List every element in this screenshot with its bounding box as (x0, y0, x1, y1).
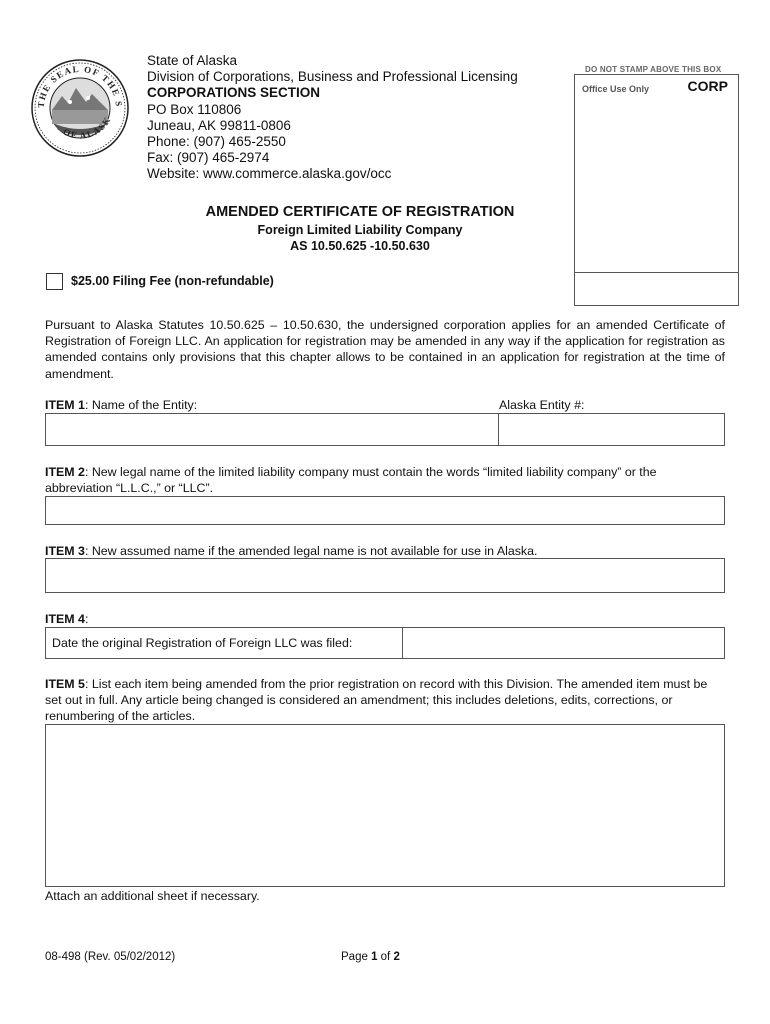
entity-number-label: Alaska Entity #: (499, 398, 585, 412)
po-box: PO Box 110806 (147, 101, 242, 117)
item2-label: ITEM 2 (45, 465, 85, 479)
fax-number: Fax: (907) 465-2974 (147, 150, 270, 166)
division-name: Division of Corporations, Business and Professional Licensing (147, 69, 518, 85)
date-filed-field[interactable] (402, 627, 725, 659)
date-filed-label-cell (45, 627, 403, 659)
do-not-stamp-note: DO NOT STAMP ABOVE THIS BOX (585, 65, 722, 74)
statute-reference: AS 10.50.625 -10.50.630 (290, 239, 430, 253)
city-state-zip: Juneau, AK 99811-0806 (147, 117, 291, 133)
page-indicator (341, 951, 400, 963)
filing-fee-checkbox[interactable] (46, 273, 63, 290)
office-use-box (574, 74, 739, 306)
item3-text-block (45, 543, 725, 559)
date-filed-label: Date the original Registration of Foreign LLC was filed: (52, 636, 353, 650)
form-subtitle: Foreign Limited Liability Company (257, 223, 463, 237)
svg-text:OF ALASKA: OF ALASK (61, 114, 113, 141)
office-use-label: Office Use Only (582, 84, 650, 94)
svg-text:THE SEAL OF THE STATE: THE SEAL OF THE S (35, 63, 125, 109)
page-total: 2 (393, 951, 400, 963)
phone-number: Phone: (907) 465-2550 (147, 134, 286, 150)
filing-fee-row (46, 273, 274, 290)
section-name: CORPORATIONS SECTION (147, 85, 321, 101)
item3-text: : New assumed name if the amended legal name is not available for use in Alaska. (84, 544, 538, 558)
assumed-name-field[interactable] (45, 558, 725, 593)
item2-text-block (45, 464, 725, 496)
item5-text: : List each item being amended from the prior registration on record with this Division. The amended item must be set out in full. Any article being changed is considered an amendment; this includes deletions, edits, corrections, or renumbering of the articles. (45, 677, 708, 724)
corp-code: CORP (687, 78, 728, 94)
item4-colon: : (84, 612, 89, 626)
item1-label: ITEM 1 (45, 398, 85, 412)
entity-number-field[interactable] (498, 413, 725, 446)
item4-label: ITEM 4 (45, 612, 85, 626)
agency-address-block (147, 53, 518, 183)
form-number: 08-498 (Rev. 05/02/2012) (45, 951, 176, 963)
entity-name-field[interactable] (45, 413, 499, 446)
website[interactable]: Website: www.commerce.alaska.gov/occ (147, 166, 392, 182)
state-seal (30, 58, 130, 158)
page-prefix: Page (341, 951, 372, 963)
item3-label: ITEM 3 (45, 544, 85, 558)
item1-text: : Name of the Entity: (84, 398, 198, 412)
item5-text-block (45, 676, 725, 725)
new-legal-name-field[interactable] (45, 496, 725, 525)
form-title: AMENDED CERTIFICATE OF REGISTRATION (205, 204, 515, 220)
page-of: of (377, 951, 394, 963)
state-name: State of Alaska (147, 53, 238, 68)
item4-label-row (45, 611, 725, 627)
intro-paragraph: Pursuant to Alaska Statutes 10.50.625 – 10.50.630, the undersigned corporation applies for an amended Certificate of Registration of Foreign LLC. An application for registration may be amended in any way if the application for registration as amended contains only provisions that this chapter allows to be contained in an application for registration at the time of amendment. (45, 318, 725, 381)
attach-sheet-note: Attach an additional sheet if necessary. (45, 889, 260, 903)
filing-fee-label: $25.00 Filing Fee (non-refundable) (71, 273, 274, 288)
office-box-divider (575, 272, 738, 273)
item2-text: : New legal name of the limited liability company must contain the words “limited liability company” or the abbreviation “L.L.C.,” or “LLC”. (45, 465, 657, 496)
page-current: 1 (371, 951, 378, 963)
item5-label: ITEM 5 (45, 677, 85, 691)
amendments-textarea[interactable] (45, 724, 725, 887)
